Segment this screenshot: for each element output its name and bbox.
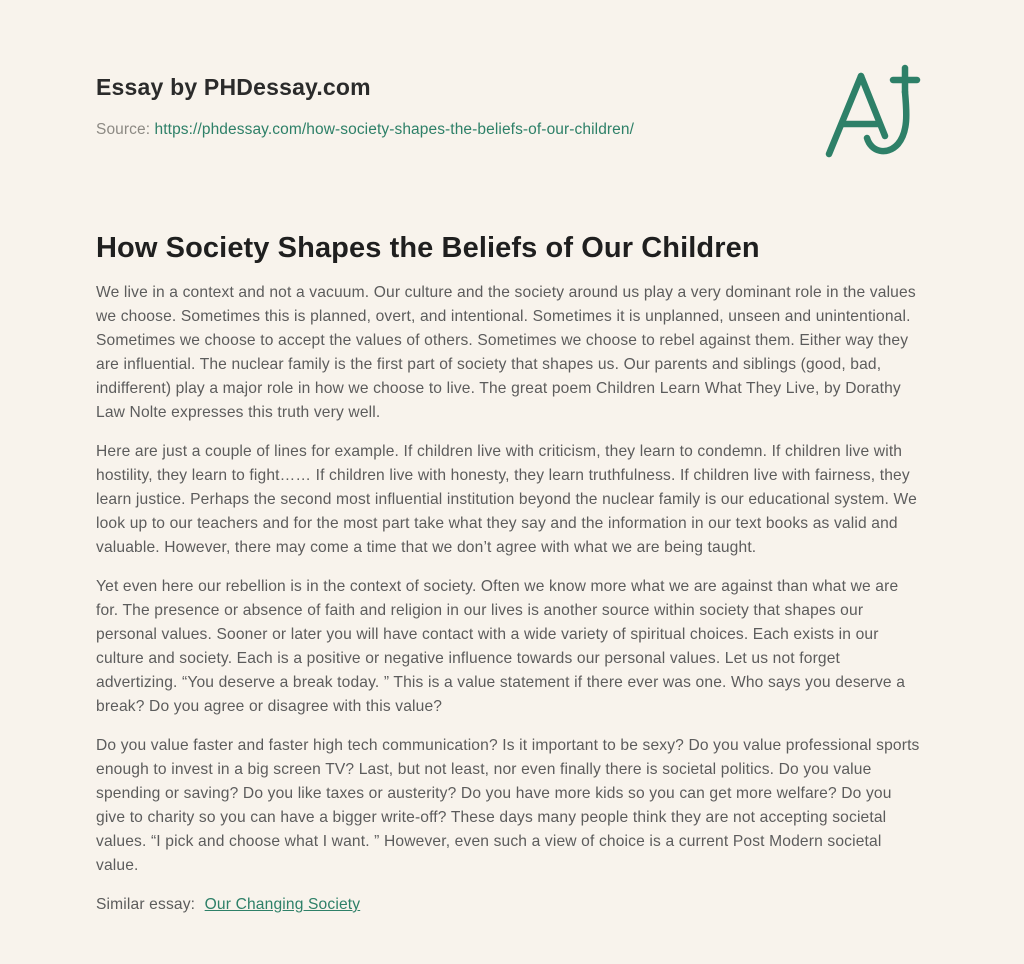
page-header <box>96 64 925 160</box>
similar-essay-label: Similar essay: <box>96 896 196 913</box>
phdessay-logo-icon <box>821 64 925 165</box>
essay-title: How Society Shapes the Beliefs of Our Children <box>96 232 760 264</box>
similar-essay-link[interactable]: Our Changing Society <box>204 896 361 913</box>
similar-essay-line <box>96 893 925 917</box>
header-left <box>96 64 634 139</box>
source-line <box>96 121 634 139</box>
site-title: Essay by PHDessay.com <box>96 74 371 100</box>
essay-paragraph-2: Here are just a couple of lines for example. If children live with criticism, they learn to condemn. If children live with hostility, they learn to fight…… If children live with honesty, they learn truthfulness. If children live with fairness, they learn justice. Perhaps the second most influential institution beyond the nuclear family is our educational system. We look up to our teachers and for the most part take what they say and the information in our text books as valid and valuable. However, there may come a time that we don’t agree with what we are being taught. <box>96 443 917 556</box>
essay-content <box>96 230 925 917</box>
essay-paragraph-3: Yet even here our rebellion is in the context of society. Often we know more what we are against than what we are for. The presence or absence of faith and religion in our lives is another source within society that shapes our personal values. Sooner or later you will have contact with a wide variety of spiritual choices. Each exists in our culture and society. Each is a positive or negative influence towards our personal values. Let us not forget advertizing. “You deserve a break today. ” This is a value statement if there ever was one. Who says you deserve a break? Do you agree or disagree with this value? <box>96 578 906 715</box>
essay-paragraph-1: We live in a context and not a vacuum. Our culture and the society around us play a very dominant role in the values we choose. Sometimes this is planned, overt, and intentional. Sometimes it is unplanned, unseen and unintentional. Sometimes we choose to accept the values of others. Sometimes we choose to rebel against them. Either way they are influential. The nuclear family is the first part of society that shapes us. Our parents and siblings (good, bad, indifferent) play a major role in how we choose to live. The great poem Children Learn What They Live, by Dorathy Law Nolte expresses this truth very well. <box>96 284 916 421</box>
source-label: Source: <box>96 121 151 138</box>
source-url-link[interactable]: https://phdessay.com/how-society-shapes-the-beliefs-of-our-children/ <box>154 121 635 138</box>
essay-paragraph-4: Do you value faster and faster high tech communication? Is it important to be sexy? Do you value professional sports enough to invest in a big screen TV? Last, but not least, nor even finally there is societal politics. Do you value spending or saving? Do you like taxes or austerity? Do you have more kids so you can get more welfare? Do you give to charity so you can have a bigger write-off? These days many people think they are not accepting societal values. “I pick and choose what I want. ” However, even such a view of choice is a current Post Modern societal value. <box>96 737 920 874</box>
